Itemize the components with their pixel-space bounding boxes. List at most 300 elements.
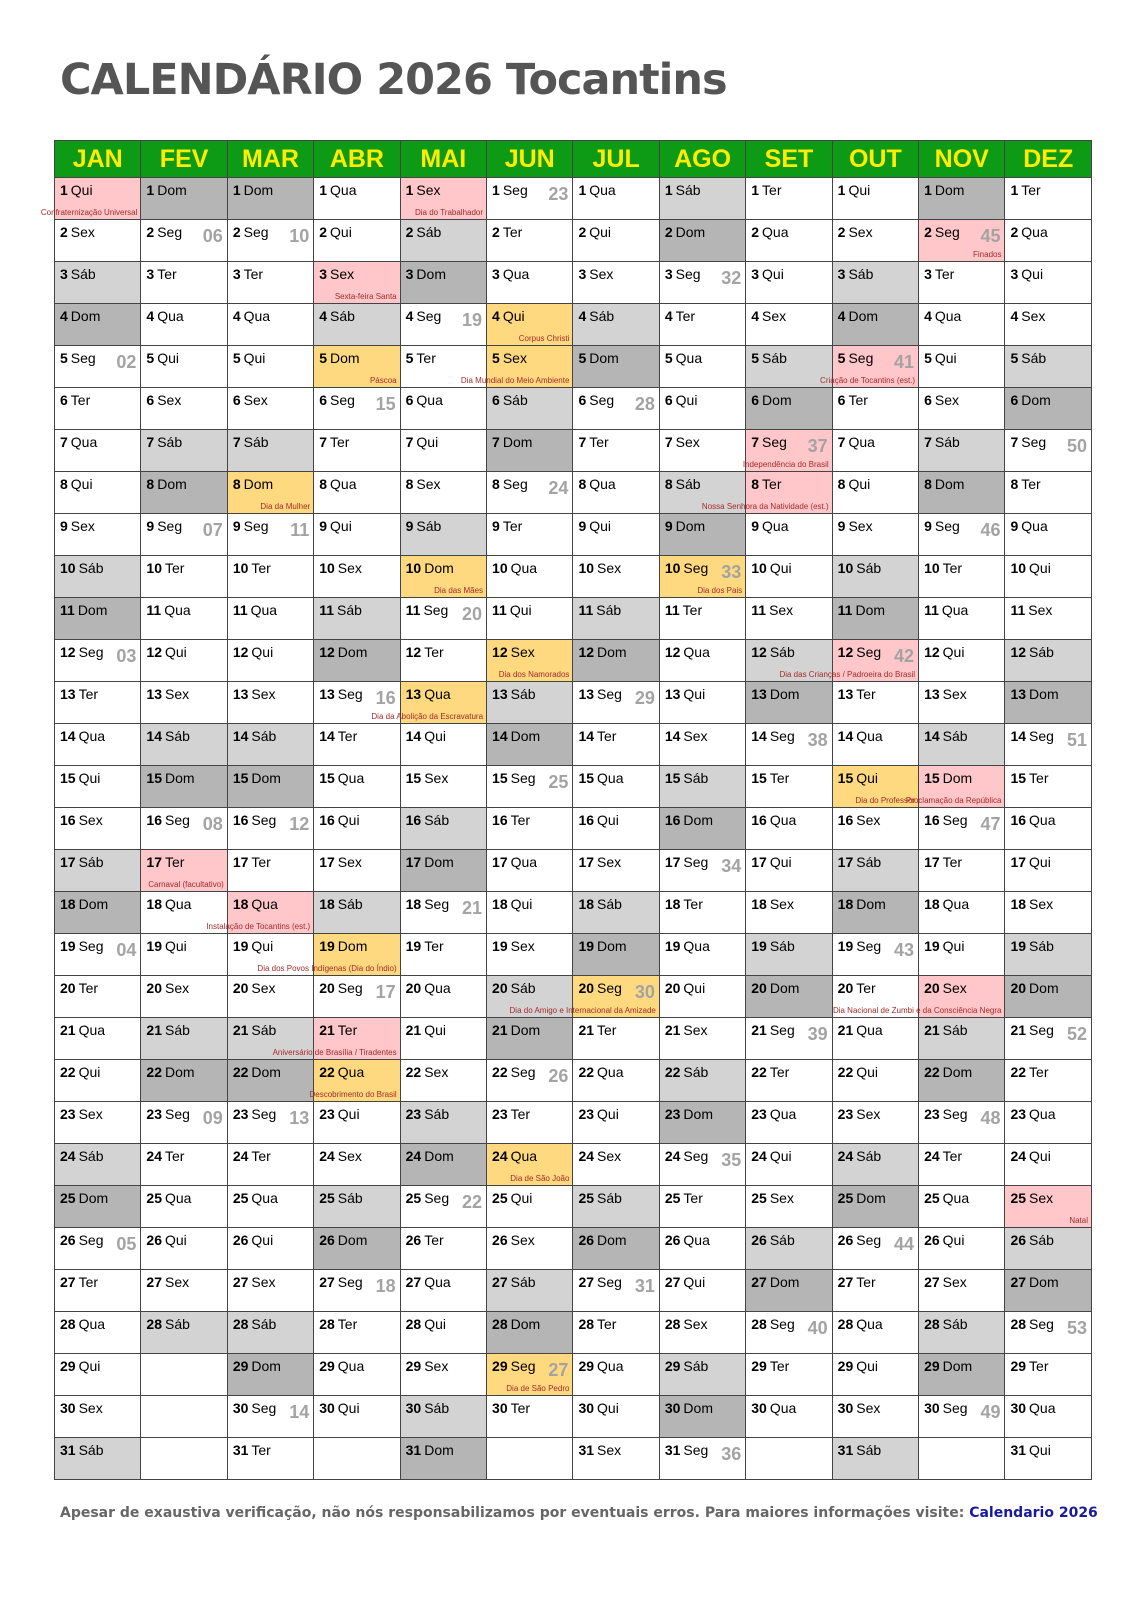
day-number: 14	[578, 728, 595, 744]
weekday-abbr: Sex	[856, 1106, 881, 1122]
weekday-abbr: Seg	[78, 1232, 104, 1248]
day-number: 5	[146, 350, 155, 366]
month-header-out: OUT	[832, 141, 918, 178]
weekday-abbr: Sáb	[510, 1274, 536, 1290]
day-label	[60, 728, 105, 744]
day-cell	[141, 766, 227, 808]
day-cell	[1005, 514, 1092, 556]
day-cell	[55, 598, 141, 640]
day-label	[665, 938, 710, 954]
day-cell	[227, 1270, 313, 1312]
weekday-abbr: Sex	[683, 1022, 708, 1038]
week-number: 25	[548, 772, 569, 792]
weekday-abbr: Sex	[510, 938, 535, 954]
weekday-abbr: Seg	[78, 938, 104, 954]
month-header-jul: JUL	[573, 141, 659, 178]
day-number: 3	[232, 266, 241, 282]
day-number: 1	[837, 182, 846, 198]
empty-cell	[919, 1438, 1005, 1480]
day-label	[924, 434, 960, 450]
day-cell	[55, 976, 141, 1018]
weekday-abbr: Qua	[424, 686, 451, 702]
weekday-abbr: Qua	[1029, 1400, 1056, 1416]
weekday-abbr: Dom	[251, 1064, 281, 1080]
day-cell	[919, 1228, 1005, 1270]
day-cell	[832, 934, 918, 976]
day-label	[406, 1106, 450, 1122]
day-number: 5	[232, 350, 241, 366]
day-label	[319, 602, 362, 618]
weekday-abbr: Ter	[942, 1148, 963, 1164]
day-cell	[400, 304, 486, 346]
day-label	[924, 224, 960, 240]
day-cell	[55, 1060, 141, 1102]
weekday-abbr: Ter	[597, 728, 617, 744]
weekday-abbr: Ter	[164, 854, 185, 870]
day-cell	[746, 1270, 832, 1312]
day-cell	[659, 178, 745, 220]
day-cell	[400, 1270, 486, 1312]
day-number: 10	[146, 560, 162, 576]
weekday-abbr: Sex	[597, 854, 622, 870]
day-label	[1010, 1358, 1048, 1374]
weekday-abbr: Sex	[251, 686, 276, 702]
weekday-abbr: Ter	[1021, 476, 1041, 492]
day-number: 13	[578, 686, 595, 702]
day-label	[751, 518, 788, 534]
day-label	[578, 182, 615, 198]
day-label	[233, 602, 277, 618]
weekday-abbr: Ter	[597, 1316, 617, 1332]
day-label	[233, 644, 273, 660]
week-number: 21	[462, 898, 483, 918]
weekday-abbr: Sáb	[330, 308, 355, 324]
week-number: 15	[375, 394, 396, 414]
day-label	[751, 434, 787, 450]
day-label	[319, 224, 352, 240]
day-number: 11	[924, 602, 939, 618]
weekday-abbr: Ter	[1021, 182, 1041, 198]
day-cell	[55, 1144, 141, 1186]
day-label	[146, 1064, 194, 1080]
day-cell	[400, 892, 486, 934]
day-number: 21	[837, 1022, 854, 1038]
day-number: 25	[578, 1190, 595, 1206]
weekday-abbr: Dom	[1029, 980, 1059, 996]
weekday-abbr: Seg	[251, 1400, 277, 1416]
day-number: 29	[232, 1358, 249, 1374]
day-number: 25	[751, 1190, 767, 1206]
day-cell	[659, 346, 745, 388]
weekday-abbr: Dom	[164, 1064, 195, 1080]
day-label	[319, 392, 355, 408]
day-cell	[919, 430, 1005, 472]
day-label	[751, 1022, 795, 1038]
day-label	[492, 518, 522, 534]
day-number: 23	[578, 1106, 595, 1122]
weekday-abbr: Sex	[683, 728, 708, 744]
day-label	[751, 728, 795, 744]
day-number: 23	[837, 1106, 854, 1122]
day-number: 18	[924, 896, 940, 912]
day-label	[406, 686, 451, 702]
day-cell	[400, 1228, 486, 1270]
weekday-abbr: Sex	[942, 686, 967, 702]
weekday-abbr: Qua	[78, 728, 106, 744]
day-label	[924, 728, 968, 744]
day-number: 11	[751, 602, 767, 618]
day-label	[578, 476, 615, 492]
weekday-abbr: Sáb	[683, 770, 709, 786]
day-cell	[919, 1312, 1005, 1354]
empty-cell	[141, 1438, 227, 1480]
holiday-label: Carnaval (facultativo)	[148, 880, 224, 889]
weekday-abbr: Seg	[856, 938, 882, 954]
weekday-abbr: Ter	[502, 224, 523, 240]
weekday-abbr: Qua	[941, 602, 969, 618]
weekday-abbr: Sáb	[942, 728, 968, 744]
day-number: 26	[232, 1232, 249, 1248]
weekday-abbr: Ter	[164, 1148, 185, 1164]
weekday-abbr: Ter	[589, 434, 609, 450]
day-number: 6	[751, 392, 760, 408]
day-number: 26	[664, 1232, 681, 1248]
day-cell	[314, 766, 400, 808]
weekday-abbr: Dom	[855, 602, 886, 618]
weekday-abbr: Ter	[848, 392, 868, 408]
day-number: 6	[492, 392, 500, 408]
weekday-abbr: Qua	[942, 896, 970, 912]
day-number: 22	[924, 1064, 940, 1080]
weekday-abbr: Qui	[1029, 1148, 1051, 1164]
weekday-abbr: Qui	[251, 644, 274, 660]
day-label	[751, 224, 788, 240]
day-label	[233, 1106, 277, 1122]
day-label	[406, 812, 450, 828]
day-label	[406, 1232, 444, 1248]
day-label	[319, 1064, 364, 1080]
day-label	[406, 476, 441, 492]
day-label	[665, 476, 701, 492]
day-label	[924, 518, 960, 534]
day-number: 8	[232, 476, 241, 492]
day-label	[1010, 518, 1047, 534]
day-label	[492, 308, 525, 324]
day-cell	[400, 640, 486, 682]
weekday-abbr: Qui	[251, 1232, 274, 1248]
weekday-abbr: Seg	[164, 1106, 190, 1122]
day-label	[838, 686, 876, 702]
day-cell	[832, 724, 918, 766]
day-number: 27	[232, 1274, 249, 1290]
day-label	[1010, 434, 1046, 450]
day-number: 19	[924, 938, 940, 954]
day-number: 7	[146, 434, 155, 450]
day-label	[233, 266, 263, 282]
day-cell	[573, 556, 659, 598]
day-row	[55, 724, 1092, 766]
day-label	[233, 1064, 281, 1080]
weekday-abbr: Dom	[1029, 1274, 1059, 1290]
day-cell	[742, 430, 832, 472]
weekday-abbr: Seg	[848, 350, 874, 366]
weekday-abbr: Seg	[597, 686, 622, 702]
day-number: 28	[60, 1316, 76, 1332]
day-number: 18	[319, 896, 335, 912]
weekday-abbr: Qui	[942, 1232, 965, 1248]
day-cell	[659, 1438, 745, 1480]
day-cell	[573, 724, 659, 766]
weekday-abbr: Qua	[78, 1022, 106, 1038]
day-number: 10	[492, 560, 508, 576]
day-label	[838, 434, 875, 450]
footer-text: Apesar de exaustiva verificação, não nós responsabilizamos por eventuais erros. Para maiores informações visite:	[60, 1505, 970, 1521]
day-number: 18	[578, 896, 595, 912]
day-cell	[141, 1102, 227, 1144]
day-number: 15	[664, 770, 681, 786]
day-cell	[314, 1270, 400, 1312]
month-header-mar: MAR	[227, 141, 313, 178]
day-label	[838, 1022, 883, 1038]
day-number: 2	[232, 224, 241, 240]
weekday-abbr: Sáb	[164, 728, 190, 744]
empty-cell	[487, 1438, 573, 1480]
day-label	[665, 1148, 709, 1164]
day-label	[60, 1274, 98, 1290]
weekday-abbr: Dom	[589, 350, 619, 366]
day-cell	[746, 934, 832, 976]
day-number: 1	[405, 182, 414, 198]
day-label	[578, 1022, 616, 1038]
day-label	[924, 770, 972, 786]
day-number: 17	[232, 854, 249, 870]
weekday-abbr: Sex	[337, 854, 362, 870]
day-label	[578, 392, 614, 408]
weekday-abbr: Qui	[1021, 266, 1044, 282]
day-label	[751, 854, 791, 870]
day-number: 23	[60, 1106, 76, 1122]
day-label	[838, 1064, 878, 1080]
weekday-abbr: Sex	[589, 266, 614, 282]
day-label	[319, 266, 354, 282]
day-number: 10	[405, 560, 422, 576]
day-number: 18	[751, 896, 767, 912]
day-number: 29	[751, 1358, 767, 1374]
day-number: 11	[405, 602, 421, 618]
day-cell	[659, 598, 745, 640]
day-cell	[400, 178, 486, 220]
month-header-dez: DEZ	[1005, 141, 1092, 178]
weekday-abbr: Qua	[330, 476, 357, 492]
day-number: 14	[1010, 728, 1027, 744]
weekday-abbr: Sex	[416, 182, 441, 198]
day-label	[492, 266, 529, 282]
calendar-body	[40, 178, 1092, 1480]
day-cell	[141, 1312, 227, 1354]
day-label	[751, 1274, 799, 1290]
day-cell	[55, 1102, 141, 1144]
day-number: 25	[1010, 1190, 1027, 1206]
day-cell	[55, 220, 141, 262]
weekday-abbr: Qua	[502, 266, 530, 282]
day-label	[924, 476, 964, 492]
weekday-abbr: Dom	[597, 1232, 627, 1248]
day-number: 12	[492, 644, 508, 660]
day-number: 15	[232, 770, 249, 786]
day-cell	[55, 1228, 141, 1270]
day-number: 10	[60, 560, 76, 576]
day-cell	[659, 892, 745, 934]
day-number: 28	[492, 1316, 508, 1332]
weekday-abbr: Qui	[856, 770, 879, 786]
day-label	[60, 1022, 105, 1038]
weekday-abbr: Ter	[337, 1022, 358, 1038]
day-label	[924, 1022, 968, 1038]
week-number: 18	[375, 1276, 396, 1296]
day-label	[578, 1316, 616, 1332]
day-number: 4	[60, 308, 68, 324]
day-number: 8	[405, 476, 414, 492]
day-cell	[659, 220, 745, 262]
day-label	[233, 896, 278, 912]
day-label	[146, 1148, 184, 1164]
day-number: 29	[405, 1358, 422, 1374]
day-cell	[832, 1144, 918, 1186]
day-label	[319, 1274, 363, 1290]
day-label	[406, 1064, 449, 1080]
weekday-abbr: Qui	[856, 1358, 879, 1374]
weekday-abbr: Dom	[683, 812, 713, 828]
day-label	[578, 560, 621, 576]
weekday-abbr: Sex	[424, 770, 449, 786]
day-cell	[227, 1312, 313, 1354]
day-number: 9	[664, 518, 673, 534]
day-cell	[487, 388, 573, 430]
day-cell	[919, 850, 1005, 892]
weekday-abbr: Qua	[942, 1190, 970, 1206]
day-cell	[919, 514, 1005, 556]
weekday-abbr: Ter	[510, 812, 531, 828]
day-label	[60, 602, 107, 618]
weekday-abbr: Dom	[942, 770, 973, 786]
day-number: 21	[664, 1022, 681, 1038]
weekday-abbr: Dom	[424, 560, 454, 576]
day-label	[578, 224, 611, 240]
day-label	[838, 980, 876, 996]
day-cell	[919, 598, 1005, 640]
weekday-abbr: Qua	[1029, 1106, 1056, 1122]
day-cell	[487, 766, 573, 808]
day-label	[578, 1358, 623, 1374]
day-cell	[487, 1186, 573, 1228]
day-label	[146, 1274, 189, 1290]
weekday-abbr: Seg	[1029, 1316, 1054, 1332]
day-label	[60, 644, 104, 660]
weekday-abbr: Qua	[330, 182, 357, 198]
day-label	[492, 896, 532, 912]
day-label	[665, 1442, 709, 1458]
day-number: 20	[319, 980, 335, 996]
day-number: 1	[60, 182, 68, 198]
weekday-abbr: Dom	[337, 938, 368, 954]
day-label	[146, 938, 186, 954]
day-cell	[141, 850, 227, 892]
day-cell	[919, 1186, 1005, 1228]
day-number: 4	[924, 308, 932, 324]
day-cell	[746, 1396, 832, 1438]
day-number: 13	[319, 686, 335, 702]
day-cell	[487, 430, 573, 472]
weekday-abbr: Sex	[934, 392, 959, 408]
day-number: 14	[405, 728, 422, 744]
day-row	[55, 514, 1092, 556]
day-cell	[573, 766, 659, 808]
week-number: 40	[807, 1318, 828, 1338]
day-number: 31	[232, 1442, 249, 1458]
day-label	[1010, 1148, 1050, 1164]
weekday-abbr: Qua	[597, 1358, 624, 1374]
day-cell	[832, 1102, 918, 1144]
weekday-abbr: Qui	[337, 1106, 360, 1122]
day-cell	[573, 1102, 659, 1144]
weekday-abbr: Qui	[848, 476, 871, 492]
day-number: 15	[837, 770, 854, 786]
weekday-abbr: Dom	[243, 182, 274, 198]
day-label	[751, 1232, 795, 1248]
day-cell	[832, 1354, 918, 1396]
day-label	[751, 182, 781, 198]
week-number: 31	[634, 1276, 655, 1296]
weekday-abbr: Sáb	[337, 602, 362, 618]
day-cell	[746, 850, 832, 892]
day-label	[319, 728, 357, 744]
weekday-abbr: Sáb	[510, 686, 536, 702]
day-label	[319, 896, 363, 912]
day-number: 7	[837, 434, 846, 450]
day-number: 7	[924, 434, 932, 450]
day-number: 22	[578, 1064, 595, 1080]
day-number: 2	[837, 224, 846, 240]
day-number: 5	[751, 350, 760, 366]
weekday-abbr: Sex	[675, 434, 700, 450]
day-cell	[573, 934, 659, 976]
week-number: 20	[462, 604, 483, 624]
day-cell	[400, 472, 486, 514]
day-cell	[573, 178, 659, 220]
day-label	[838, 476, 871, 492]
day-cell	[400, 1312, 486, 1354]
day-cell	[55, 472, 141, 514]
footer-link[interactable]: Calendario 2026	[969, 1505, 1098, 1521]
weekday-abbr: Qua	[164, 896, 192, 912]
day-label	[146, 308, 183, 324]
weekday-abbr: Dom	[243, 476, 274, 492]
day-number: 29	[492, 1358, 508, 1374]
day-cell	[227, 178, 313, 220]
day-cell	[314, 850, 400, 892]
day-cell	[659, 976, 745, 1018]
day-number: 4	[578, 308, 587, 324]
day-number: 15	[492, 770, 508, 786]
day-cell	[141, 1228, 227, 1270]
day-cell	[1005, 1438, 1092, 1480]
weekday-abbr: Qua	[589, 182, 616, 198]
weekday-abbr: Ter	[251, 1148, 271, 1164]
day-number: 13	[405, 686, 422, 702]
day-label	[924, 1358, 972, 1374]
day-number: 28	[405, 1316, 422, 1332]
day-cell	[487, 178, 573, 220]
